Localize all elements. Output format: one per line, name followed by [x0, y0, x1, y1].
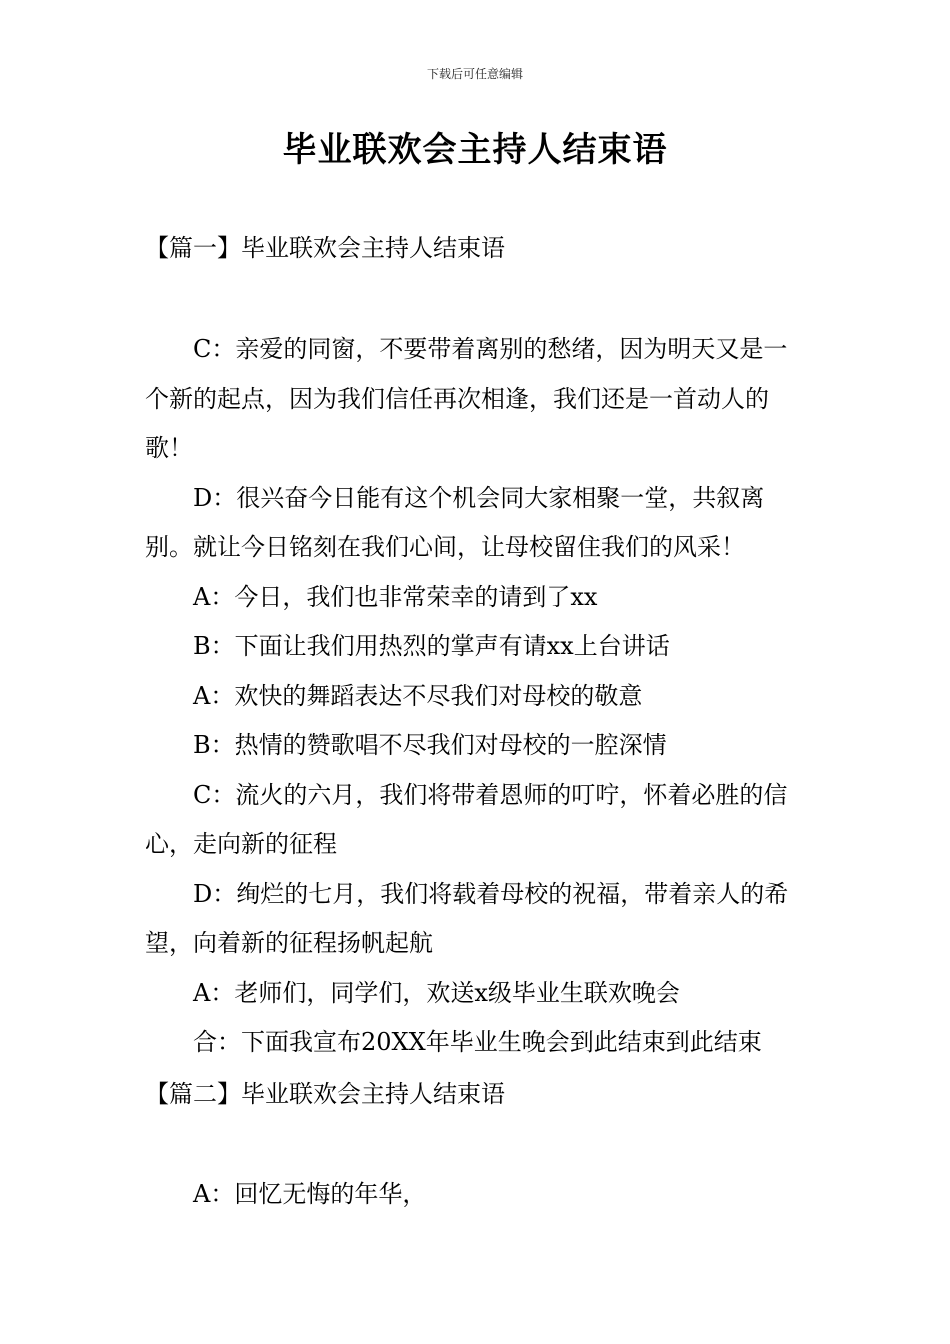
section-heading-1: 【篇一】毕业联欢会主持人结束语 [145, 234, 505, 262]
document-title: 毕业联欢会主持人结束语 [282, 130, 668, 170]
paragraph: A：回忆无悔的年华， [193, 1180, 427, 1208]
paragraph: 合：下面我宣布20XX年毕业生晚会到此结束到此结束 [193, 1028, 762, 1056]
paragraph: A：老师们，同学们，欢送x级毕业生联欢晚会 [193, 978, 680, 1007]
paragraph: A：今日，我们也非常荣幸的请到了xx [193, 582, 598, 611]
header-note: 下载后可任意编辑 [426, 67, 523, 81]
paragraph: A：欢快的舞蹈表达不尽我们对母校的敬意 [193, 681, 643, 710]
paragraph: C：亲爱的同窗，不要带着离别的愁绪，因为明天又是一个新的起点，因为我们信任再次相逢，我们还是一首动人的歌！ [145, 335, 788, 462]
section-2-body [145, 1170, 810, 1220]
paragraph: C：流火的六月，我们将带着恩师的叮咛，怀着必胜的信心，走向新的征程 [145, 780, 788, 858]
paragraph: D：绚烂的七月，我们将载着母校的祝福，带着亲人的希望，向着新的征程扬帆起航 [145, 879, 789, 957]
section-1-body [145, 325, 810, 1068]
paragraph: B：下面让我们用热烈的掌声有请xx上台讲话 [193, 632, 670, 660]
paragraph: D：很兴奋今日能有这个机会同大家相聚一堂，共叙离别。就让今日铭刻在我们心间，让母校留住我们的风采！ [145, 483, 765, 561]
paragraph: B：热情的赞歌唱不尽我们对母校的一腔深情 [193, 731, 667, 759]
section-heading-2: 【篇二】毕业联欢会主持人结束语 [145, 1080, 505, 1108]
